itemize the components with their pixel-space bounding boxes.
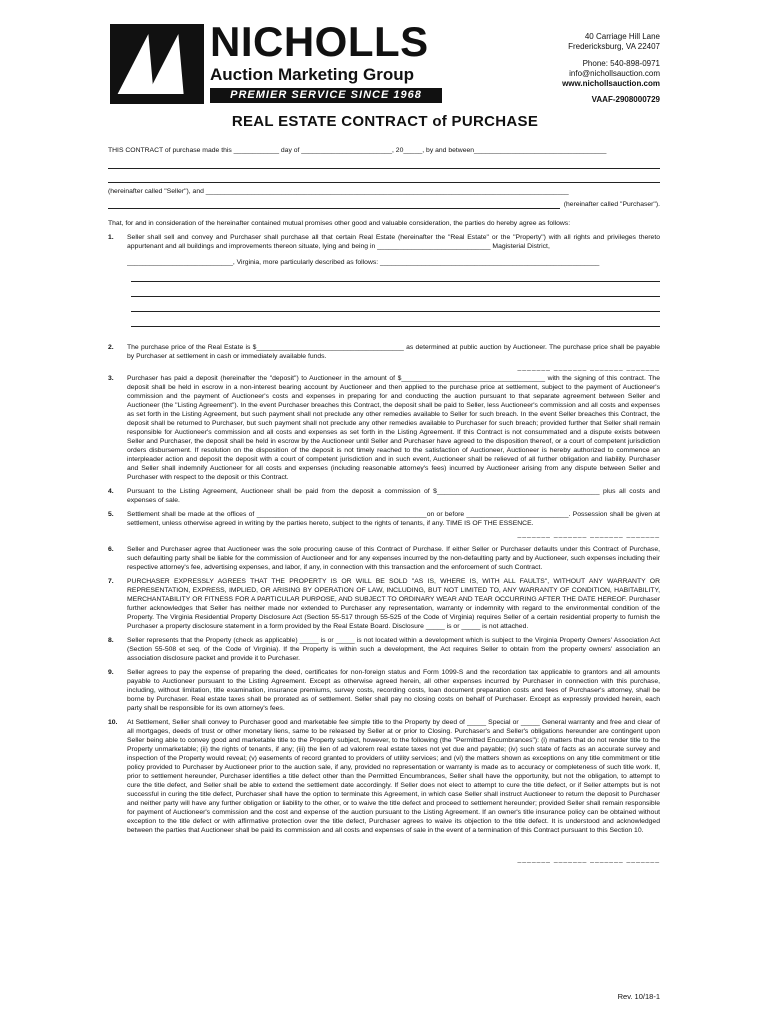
brand-name: NICHOLLS (210, 18, 429, 65)
intro-made-this: THIS CONTRACT of purchase made this ____________ day of ________________________, 20_____, by and between___________________________________ (108, 147, 607, 154)
blank-line (108, 161, 660, 169)
brand-tagline: PREMIER SERVICE SINCE 1968 (210, 88, 442, 103)
section-9: 9. Seller agrees to pay the expense of preparing the deed, certificates for non-foreign status and Form 1099-S and the recordation tax applicable to grantors and all amounts payable to Auctioneer pursuant to the Listing Agreement. Except as otherwise agreed herein, all other expenses incurred by Purchaser in connection with this purchase, including, without limitation, title examination, insurance premiums, survey costs, recording costs, loan document preparation costs and fees of Purchaser's attorney, shall be borne by Purchaser. Real estate taxes shall be prorated as of settlement. Seller shall pay no closing costs on behalf of Purchaser. Except as expressly provided herein, each party shall be responsible for its own attorney's fees. (108, 669, 660, 712)
email: info@nichollsauction.com (569, 69, 660, 78)
intro-seller-line: (hereinafter called "Seller"), and ________________________________________________________________________________________________ (108, 188, 569, 195)
license-number: VAAF-2908000729 (591, 95, 660, 104)
section-4: 4. Pursuant to the Listing Agreement, Auctioneer shall be paid from the deposit a commission of $___________________________________________ plus all costs and expenses of sale. (108, 488, 660, 504)
revision-label: Rev. 10/18-1 (617, 992, 660, 1001)
blank-line (108, 175, 660, 183)
initials-line: _______ _______ _______ _______ (517, 531, 660, 538)
section-3: 3. Purchaser has paid a deposit (hereinafter the "deposit") to Auctioneer in the amount of $______________________________________ with the signing of this contract. The deposit shall be held in escrow in a non-interest bearing account by Auctioneer and then applied to the purchase price at settlement, subject to the payment of Auctioneer's commission and the payment of Auctioneer's costs and expenses in preparing for and conducting the auction pursuant to that separate agreement between Seller and Auctioneer (the "Listing Agreement"). In the event Purchaser breaches this Contract, the deposit shall be paid to Seller, less Auctioneer's commission and all costs and expenses as set forth in the Listing Agreement, but such payment shall not preclude any other remedies available to Seller for such breach. In the event Seller breaches this Contract, the deposit shall be returned to Purchaser, but such payment shall not preclude any other remedies available to Purchaser for such breach; provided further that Seller shall remain responsible for Auctioneer's commission and all costs and expenses as set forth in the Listing Agreement. If this Contract is not consummated and a dispute exists between Seller and Purchaser, the deposit shall be held in escrow by the Auctioneer until Seller and Purchaser have agreed to the disposition thereof, or a court of competent jurisdiction orders disbursement. If resolution on the disposition of the deposit is not timely reached to the satisfaction of Auctioneer, Auctioneer is hereby authorized to commence an interpleader action and deposit the deposit with a court of competent jurisdiction and in such event, Auctioneer shall be relieved of all further obligation and liability. Purchaser and Seller shall indemnify Auctioneer for all costs and expenses (including reasonable attorney's fees) incurred by Auctioneer arising from any dispute between Seller and Purchaser with respect to the deposit or this Contract. (108, 375, 660, 481)
brand-subtitle: Auction Marketing Group (210, 65, 414, 84)
address-line-2: Fredericksburg, VA 22407 (568, 42, 660, 51)
section-6: 6. Seller and Purchaser agree that Auctioneer was the sole procuring cause of this Contract of Purchase. If either Seller or Purchaser defaults under this Contract of Purchase, such defaulting party shall be liable for the commission of Auctioneer and for any expenses incurred by the non-defaulting party and by Auctioneer, such expenses including their respective attorney's fee, advertising expenses, and labor, if any, in connection with this transaction and the enforcement of such Contract. (108, 546, 660, 571)
section-5: 5. Settlement shall be made at the offices of _____________________________________________on or before ___________________________. Possession shall be given at settlement, unless otherwise agreed in writing by the parties hereto, subject to the rights of tenants, if any. TIME IS OF THE ESSENCE. (108, 511, 660, 527)
initials-line: _______ _______ _______ _______ (517, 856, 660, 863)
section-10: 10. At Settlement, Seller shall convey to Purchaser good and marketable fee simple title to the Property by deed of _____ Special or _____ General warranty and free and clear of all mortgages, deeds of trust or other monetary liens, same to be released by Seller at or prior to Closing. Purchaser's and Seller's obligations hereunder are contingent upon Seller being able to convey good and marketable title to the Property subject, however, to the following (the "Permitted Encumbrances"): (i) matters that do not render title to the Property unmarketable; (ii) the rights of tenants, if any; (iii) the lien of ad valorem real estate taxes not yet due and payable; (iv) such state of facts as an accurate survey and inspection of the Property would reveal; (v) easements of record granted to providers of utility services; and (vi) the matters shown as exceptions on any title commitment or title policy provided to Purchaser by Auctioneer prior to the auction sale, if any, provided no representation or warranty is made as to accuracy or completeness of such title work. If, prior to settlement hereunder, Purchaser identifies a title defect other than the Permitted Encumbrances, Seller shall have the opportunity, but not the obligation, to attempt to cure the title defect, and Seller shall be able to extend the settlement date accordingly. If Seller does not elect to attempt to cure the title defect, or if Seller attempts but is not successful in curing the title defect, Purchaser shall have the option to terminate this Agreement, in which case Seller shall instruct Auctioneer to return the deposit to Purchaser and neither party will have any further obligation or liability to the other, or to waive the title defect and proceed to settlement hereunder; provided Seller shall remain responsible for payment of Auctioneer's commission and the cost and expense of the auction pursuant to the Listing Agreement. If an owner's title insurance policy can be obtained without exception to the title defect or with affirmative protection over the title defect, Purchaser agrees to waive its objection to the title defect. It is understood and acknowledged between the parties that Auctioneer shall be paid its commission and all costs and expenses of sale in the event of a termination of this Contract pursuant to this Section 10. (108, 719, 660, 834)
nicholls-logo (110, 18, 440, 104)
intro-consideration: That, for and in consideration of the hereinafter contained mutual promises other good and valuable consideration, the parties do hereby agree as follows: (108, 220, 571, 227)
contact-block (562, 32, 660, 105)
logo-mark-icon (110, 24, 204, 104)
section-2: 2. The purchase price of the Real Estate is $_______________________________________ as determined at public auction by Auctioneer. The purchase price shall be payable by Purchaser at settlement in cash or immediately available funds. (108, 344, 660, 360)
website: www.nichollsauction.com (562, 79, 660, 88)
document-title: REAL ESTATE CONTRACT of PURCHASE (231, 113, 539, 130)
phone: Phone: 540-898-0971 (582, 59, 660, 68)
section-1: 1. Seller shall sell and convey and Purchaser shall purchase all that certain Real Estate (hereinafter the "Real Estate" or the "Property") with all rights and privileges thereto appurtenant and all buildings and improvements thereon situate, lying and being in ______________________________ Magisterial District, ____________________________, Virginia, more particularly described as follows: __________________________________________________________ (108, 233, 660, 327)
section-7: 7. PURCHASER EXPRESSLY AGREES THAT THE PROPERTY IS OR WILL BE SOLD "AS IS, WHERE IS, WITH ALL FAULTS", WITHOUT ANY WARRANTY OR REPRESENTATION, EXPRESS, IMPLIED, OR ARISING BY OPERATION OF LAW, INCLUDING, BUT NOT LIMITED TO, ANY WARRANTY OF CONDITION, HABITABILITY, MERCHANTABILITY OR FITNESS FOR A PARTICULAR PURPOSE, AND SUBJECT TO ORDINARY WEAR AND TEAR OCCURRING AFTER THE DATE HEREOF. Purchaser further acknowledges that Seller has neither made nor extended to Purchaser any representation, warranty or indemnity with regard to the environmental condition of the Property. The Virginia Residential Property Disclosure Act (Section 55-517 through 55-525 of the Code of Virginia) requires Seller of a certain residential property to furnish the Purchaser a property disclosure statement in a form provided by the Real Estate Board. Disclosure _____ is or _____ is not attached. (108, 578, 660, 630)
contract-body (108, 146, 660, 866)
address-line-1: 40 Carriage Hill Lane (584, 32, 660, 41)
section-8: 8. Seller represents that the Property (check as applicable) _____ is or _____ is not located within a development which is subject to the Virginia Property Owners' Association Act (Section 55-508 et seq. of the Code of Virginia). If the Property is within such a development, the Act requires Seller to obtain from the property owners' association an association disclosure packet and provide it to Purchaser. (108, 637, 660, 662)
intro-purchaser-tail: (hereinafter called "Purchaser"). (563, 201, 660, 208)
initials-line: _______ _______ _______ _______ (517, 364, 660, 371)
